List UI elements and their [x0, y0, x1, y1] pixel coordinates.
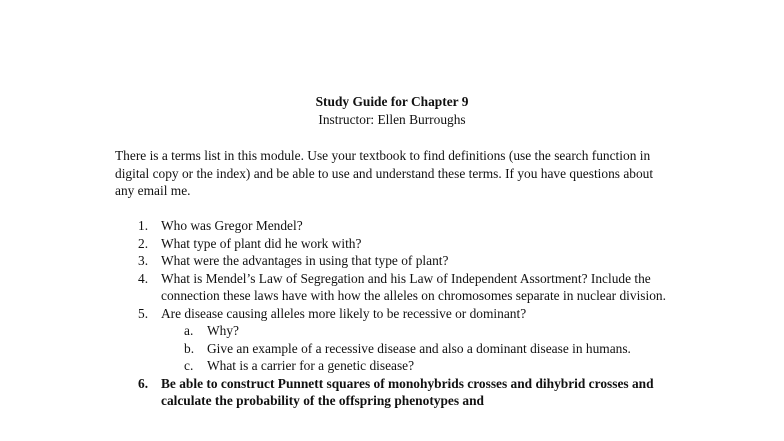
sub-question-letter: b.: [184, 340, 195, 356]
sub-question-list: [161, 322, 675, 375]
sub-question-item: [161, 357, 675, 375]
question-text: Are disease causing alleles more likely to be recessive or dominant?: [161, 305, 527, 321]
question-item: [115, 235, 675, 253]
question-text: What type of plant did he work with?: [161, 235, 362, 251]
sub-question-letter: a.: [184, 323, 194, 338]
instructor-line: Instructor: Ellen Burroughs: [318, 112, 466, 127]
question-number: 3.: [138, 253, 149, 268]
question-number: 4.: [138, 270, 149, 286]
question-text: Be able to construct Punnett squares of monohybrids crosses and dihybrid crosses and calculate the probability of the offspring phenotypes and: [161, 375, 654, 408]
question-list: [115, 217, 675, 410]
sub-question-text: Why?: [207, 323, 239, 338]
question-item: [115, 270, 675, 305]
sub-question-item: [161, 322, 675, 340]
question-item: [115, 375, 675, 410]
intro-paragraph: There is a terms list in this module. Use your textbook to find definitions (use the search function in digital copy or the index) and be able to use and understand these terms. If you have questions about any email me.: [115, 148, 654, 198]
question-item: [115, 305, 675, 375]
question-text: Who was Gregor Mendel?: [161, 218, 303, 233]
sub-question-item: [161, 340, 675, 358]
document-title: Study Guide for Chapter 9: [315, 94, 469, 109]
sub-question-letter: c.: [184, 358, 194, 373]
question-text: What were the advantages in using that type of plant?: [161, 253, 449, 268]
question-text: What is Mendel’s Law of Segregation and his Law of Independent Assortment? Include the connection these laws have with how the alleles on chromosomes separate in nuclear division.: [161, 270, 666, 303]
question-number: 6.: [138, 375, 149, 391]
question-item: [115, 217, 675, 235]
question-number: 5.: [138, 305, 149, 321]
sub-question-text: Give an example of a recessive disease and also a dominant disease in humans.: [207, 340, 631, 356]
question-number: 2.: [138, 235, 149, 251]
question-item: [115, 252, 675, 270]
question-number: 1.: [138, 218, 149, 233]
sub-question-text: What is a carrier for a genetic disease?: [207, 358, 415, 373]
